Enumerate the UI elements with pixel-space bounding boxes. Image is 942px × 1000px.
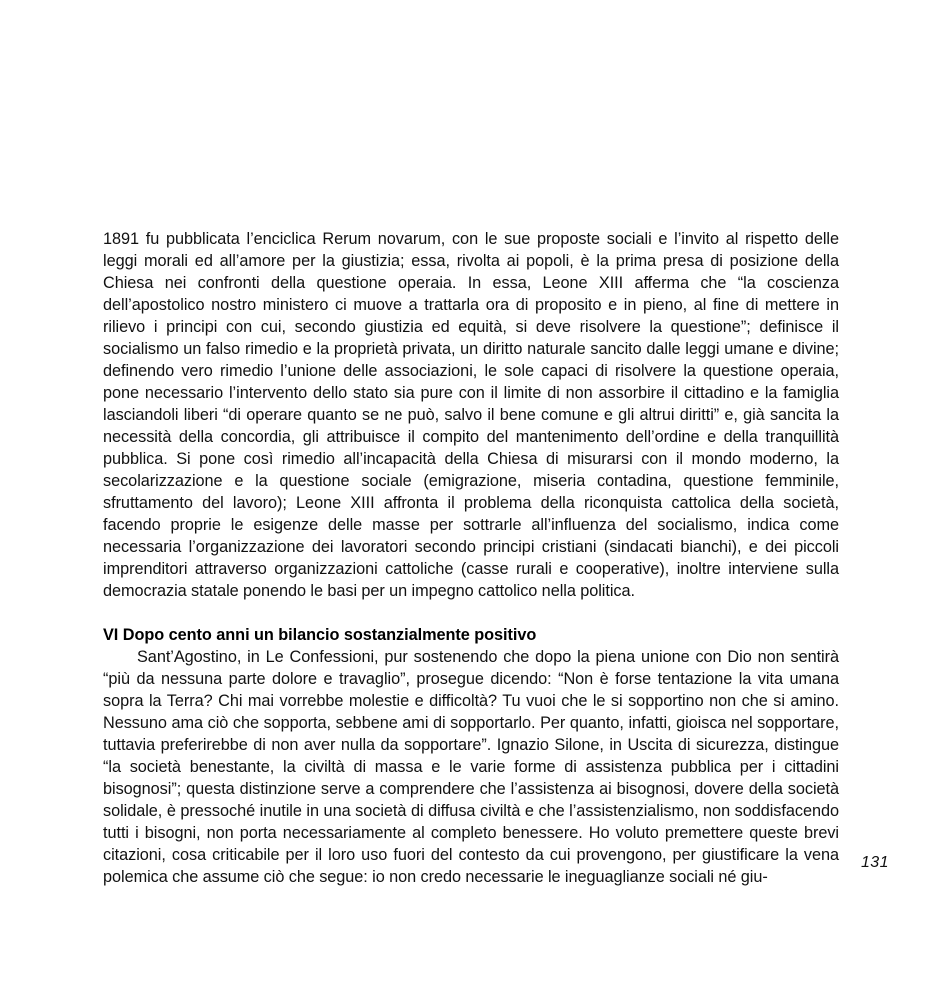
paragraph-rerum-novarum: 1891 fu pubblicata l’enciclica Rerum novarum, con le sue proposte sociali e l’invito al rispetto delle leggi morali ed all’amore per la giustizia; essa, rivolta ai popoli, è la prima presa di posizione della Chiesa nei confronti della questione operaia. In essa, Leone XIII afferma che “la coscienza dell’apostolico nostro ministero ci muove a trattarla ora di proposito e in pieno, al fine di mettere in rilievo i principi con cui, secondo giustizia ed equità, si deve risolvere la questione”; definisce il socialismo un falso rimedio e la proprietà privata, un diritto naturale sancito dalle leggi umane e divine; definendo vero rimedio l’unione delle associazioni, le sole capaci di risolvere la questione operaia, pone necessario l’intervento dello stato sia pure con il limite di non assorbire il cittadino e la famiglia lasciandoli liberi “di operare quanto se ne può, salvo il bene comune e gli altrui diritti” e, già sancita la necessità della concordia, gli attribuisce il compito del mantenimento dell’ordine e della tranquillità pubblica. Si pone così rimedio all’incapacità della Chiesa di misurarsi con il mondo moderno, la secolarizzazione e la questione sociale (emigrazione, miseria contadina, questione femminile, sfruttamento del lavoro); Leone XIII affronta il problema della riconquista cattolica della società, facendo proprie le esigenze delle masse per sottrarle all’influenza del socialismo, indica come necessaria l’organizzazione dei lavoratori secondo principi cristiani (sindacati bianchi), e dei piccoli imprenditori attraverso organizzazioni cattoliche (casse rurali e cooperative), inoltre interviene sulla democrazia statale ponendo le basi per un impegno cattolico nella politica. xyxy=(103,230,839,600)
page-number: 131 xyxy=(861,854,889,871)
text-column xyxy=(103,228,839,888)
paragraph-sant-agostino: Sant’Agostino, in Le Confessioni, pur sostenendo che dopo la piena unione con Dio non sentirà “più da nessuna parte dolore e travaglio”, prosegue dicendo: “Non è forse tentazione la vita umana sopra la Terra? Chi mai vorrebbe molestie e difficoltà? Tu vuoi che le si sopportino non che si amino. Nessuno ama ciò che sopporta, sebbene ami di sopportarlo. Per quanto, infatti, gioisca nel sopportare, tuttavia preferirebbe di non aver nulla da sopportare”. Ignazio Silone, in Uscita di sicurezza, distingue “la società benestante, la civiltà di massa e le varie forme di assistenza pubblica per i cittadini bisognosi”; questa distinzione serve a comprendere che l’assistenza ai bisognosi, dovere della società solidale, è pressoché inutile in una società di diffusa civiltà e che l’assistenzialismo, non soddisfacendo tutti i bisogni, non porta necessariamente al completo benessere. Ho voluto premettere queste brevi citazioni, cosa criticabile per il loro uso fuori del contesto da cui provengono, per giustificare la vena polemica che assume ciò che segue: io non credo necessarie le ineguaglianze sociali né giu- xyxy=(103,648,839,886)
section-heading-vi: VI Dopo cento anni un bilancio sostanzialmente positivo xyxy=(103,626,537,644)
